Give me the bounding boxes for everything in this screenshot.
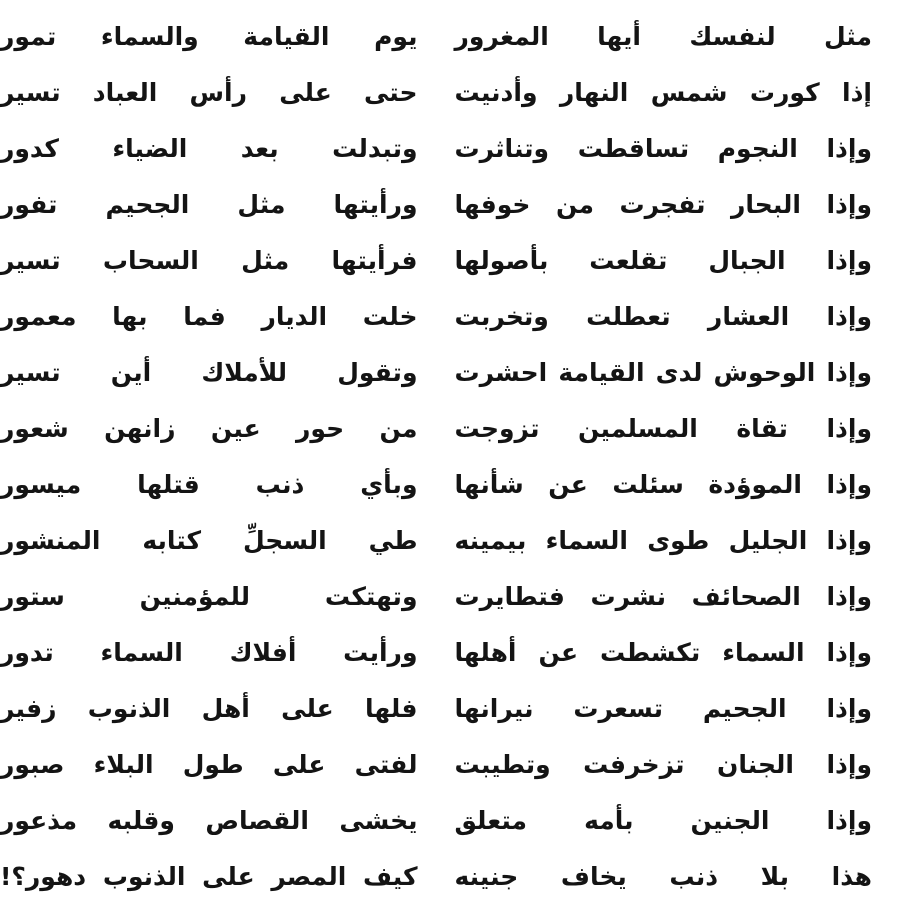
- verse-second-hemistich: لفتى على طول البلاء صبور: [0, 749, 418, 779]
- verse-second-hemistich: وبأي ذنب قتلها ميسور: [0, 469, 418, 499]
- verse-row: [0, 792, 906, 848]
- verse-second-hemistich: ورأيتها مثل الجحيم تفور: [0, 189, 418, 219]
- verse-first-hemistich: وإذا النجوم تساقطت وتناثرت: [454, 133, 872, 163]
- verse-first-hemistich: وإذا السماء تكشطت عن أهلها: [454, 637, 872, 667]
- verse-first-hemistich: وإذا الجليل طوى السماء بيمينه: [454, 525, 872, 555]
- verse-second-hemistich: ورأيت أفلاك السماء تدور: [0, 637, 418, 667]
- verse-row: [0, 176, 906, 232]
- verse-first-hemistich: وإذا الجحيم تسعرت نيرانها: [454, 693, 872, 723]
- verse-second-hemistich: من حور عين زانهن شعور: [0, 413, 418, 443]
- verse-first-hemistich: وإذا تقاة المسلمين تزوجت: [454, 413, 872, 443]
- verse-first-hemistich: وإذا الوحوش لدى القيامة احشرت: [454, 357, 872, 387]
- verse-second-hemistich: وتقول للأملاك أين تسير: [0, 357, 418, 387]
- verse-first-hemistich: هذا بلا ذنب يخاف جنينه: [454, 861, 872, 891]
- verse-second-hemistich: وتبدلت بعد الضياء كدور: [0, 133, 418, 163]
- verse-row: [0, 232, 906, 288]
- verse-row: [0, 680, 906, 736]
- verse-second-hemistich: طي السجلِّ كتابه المنشور: [0, 525, 418, 555]
- verse-row: [0, 64, 906, 120]
- verse-first-hemistich: مثل لنفسك أيها المغرور: [454, 21, 872, 51]
- verse-first-hemistich: وإذا البحار تفجرت من خوفها: [454, 189, 872, 219]
- verse-row: [0, 120, 906, 176]
- verse-row: [0, 400, 906, 456]
- verse-row: [0, 288, 906, 344]
- verse-row: [0, 568, 906, 624]
- verse-first-hemistich: وإذا الجنان تزخرفت وتطيبت: [454, 749, 872, 779]
- verse-second-hemistich: خلت الديار فما بها معمور: [0, 301, 418, 331]
- verse-row: [0, 624, 906, 680]
- verse-second-hemistich: كيف المصر على الذنوب دهور؟!: [0, 861, 418, 891]
- verse-first-hemistich: وإذا الجبال تقلعت بأصولها: [454, 245, 872, 275]
- verse-second-hemistich: يوم القيامة والسماء تمور: [0, 21, 418, 51]
- verse-first-hemistich: وإذا الجنين بأمه متعلق: [454, 805, 872, 835]
- poem: [0, 8, 906, 904]
- verse-row: [0, 736, 906, 792]
- verse-first-hemistich: وإذا الصحائف نشرت فتطايرت: [454, 581, 872, 611]
- verse-first-hemistich: وإذا الموؤدة سئلت عن شأنها: [454, 469, 872, 499]
- verse-row: [0, 848, 906, 904]
- verse-first-hemistich: وإذا العشار تعطلت وتخربت: [454, 301, 872, 331]
- verse-second-hemistich: يخشى القصاص وقلبه مذعور: [0, 805, 418, 835]
- verse-row: [0, 456, 906, 512]
- verse-second-hemistich: حتى على رأس العباد تسير: [0, 77, 418, 107]
- verse-second-hemistich: فرأيتها مثل السحاب تسير: [0, 245, 418, 275]
- verse-second-hemistich: فلها على أهل الذنوب زفير: [0, 693, 418, 723]
- verse-second-hemistich: وتهتكت للمؤمنين ستور: [0, 581, 418, 611]
- verse-row: [0, 8, 906, 64]
- verse-first-hemistich: إذا كورت شمس النهار وأدنيت: [454, 77, 872, 107]
- verse-row: [0, 512, 906, 568]
- verse-row: [0, 344, 906, 400]
